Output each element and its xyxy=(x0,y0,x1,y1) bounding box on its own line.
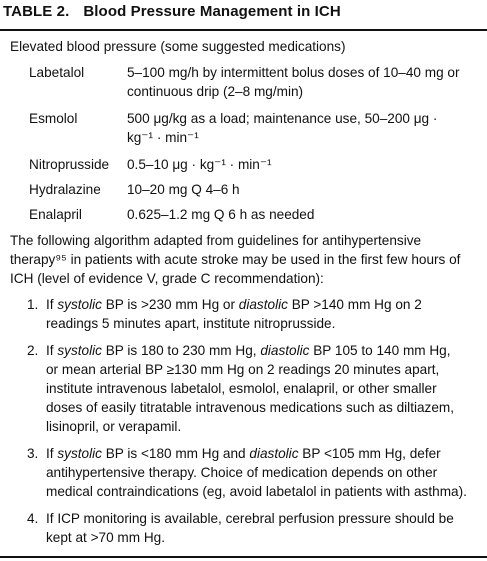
list-item-line: medical contraindications (eg, avoid labetalol in patients with asthma). xyxy=(46,484,467,499)
drug-name: Labetalol xyxy=(29,65,85,80)
intro-text: Elevated blood pressure (some suggested medications) xyxy=(10,39,346,54)
drug-name: Enalapril xyxy=(29,207,82,222)
drug-dosage: 10–20 mg Q 4–6 h xyxy=(127,182,240,197)
list-item-line: or mean arterial BP ≥130 mm Hg on 2 readings 20 minutes apart, xyxy=(46,362,440,377)
list-number: 4. xyxy=(27,511,39,526)
list-item-line: institute intravenous labetalol, esmolol, enalapril, or other smaller xyxy=(46,381,437,396)
top-rule xyxy=(0,29,487,31)
drug-dosage: 0.5–10 μg · kg⁻¹ · min⁻¹ xyxy=(127,157,272,172)
list-item-line: antihypertensive therapy. Choice of medication depends on other xyxy=(46,465,438,480)
bottom-rule xyxy=(0,556,487,558)
list-item-line: readings 5 minutes apart, institute nitroprusside. xyxy=(46,316,336,331)
drug-dosage: kg⁻¹ · min⁻¹ xyxy=(127,130,199,145)
drug-dosage: continuous drip (2–8 mg/min) xyxy=(127,84,304,99)
drug-dosage: 0.625–1.2 mg Q 6 h as needed xyxy=(127,207,315,222)
drug-name: Hydralazine xyxy=(29,182,101,197)
algorithm-text: ICH (level of evidence V, grade C recommendation): xyxy=(10,271,324,286)
drug-name: Esmolol xyxy=(29,111,78,126)
drug-name: Nitroprusside xyxy=(29,157,110,172)
algorithm-text: therapy⁹⁵ in patients with acute stroke may be used in the first few hours of xyxy=(10,252,461,267)
drug-dosage: 500 μg/kg as a load; maintenance use, 50–200 μg · xyxy=(127,111,438,126)
list-item-line: If systolic BP is >230 mm Hg or diastolic BP >140 mm Hg on 2 xyxy=(46,297,422,312)
list-item-line: If systolic BP is <180 mm Hg and diastolic BP <105 mm Hg, defer xyxy=(46,446,441,461)
list-item-line: If systolic BP is 180 to 230 mm Hg, diastolic BP 105 to 140 mm Hg, xyxy=(46,343,451,358)
table-label: TABLE 2. xyxy=(3,3,70,20)
table-title xyxy=(3,3,341,20)
list-item-line: If ICP monitoring is available, cerebral perfusion pressure should be xyxy=(46,511,454,526)
table-title-text: Blood Pressure Management in ICH xyxy=(83,3,341,20)
drug-dosage: 5–100 mg/h by intermittent bolus doses of 10–40 mg or xyxy=(127,65,460,80)
list-number: 1. xyxy=(27,297,39,312)
list-number: 2. xyxy=(27,343,39,358)
list-item-line: doses of easily titratable intravenous medications such as diltiazem, xyxy=(46,400,455,415)
list-item-line: kept at >70 mm Hg. xyxy=(46,530,165,545)
list-item-line: lisinopril, or verapamil. xyxy=(46,419,182,434)
algorithm-text: The following algorithm adapted from guidelines for antihypertensive xyxy=(10,233,422,248)
list-number: 3. xyxy=(27,446,39,461)
